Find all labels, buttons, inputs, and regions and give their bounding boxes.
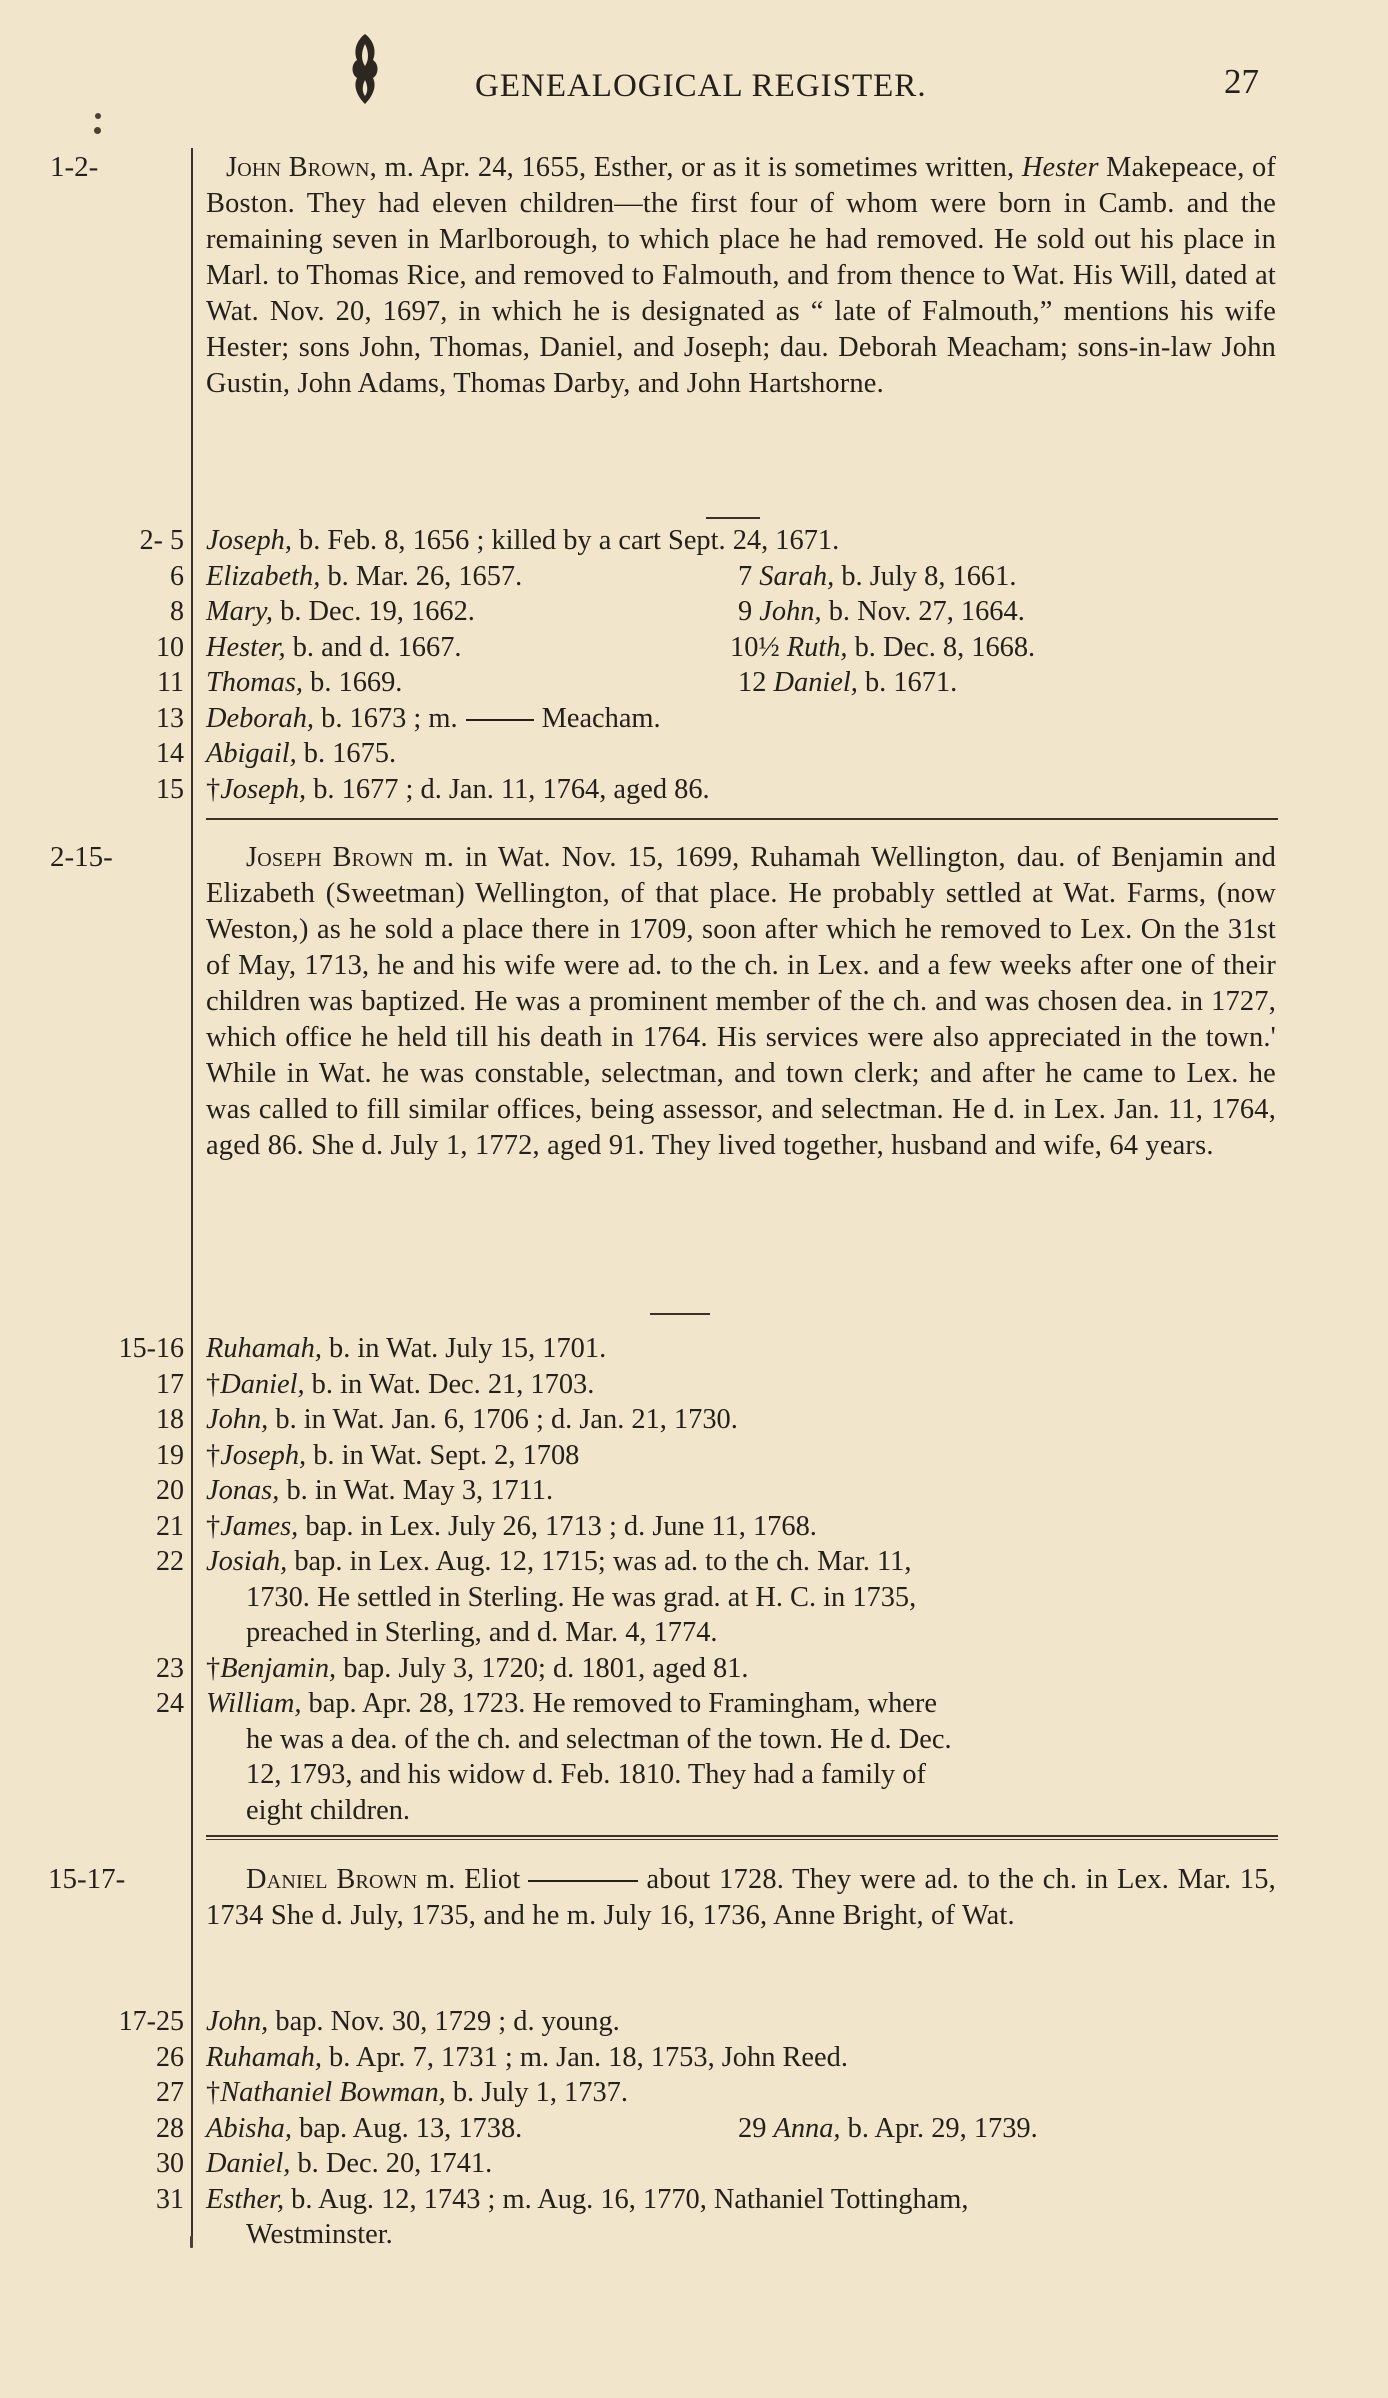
child-entry bbox=[206, 1509, 817, 1545]
child-name: Jonas, bbox=[206, 1475, 280, 1506]
child-details: b. in Wat. Dec. 21, 1703. bbox=[304, 1368, 595, 1400]
child-number: 11 bbox=[157, 667, 184, 698]
entry-reference: 2-15- bbox=[50, 841, 113, 873]
entry-reference: 15-17- bbox=[48, 1863, 126, 1895]
child-details: b. Feb. 8, 1656 ; killed by a cart Sept. 24, 1671. bbox=[291, 525, 840, 556]
child-entry bbox=[730, 630, 1035, 666]
child-entry bbox=[206, 772, 710, 808]
child-name: Elizabeth, bbox=[206, 560, 321, 592]
child-name: Sarah, bbox=[759, 560, 835, 592]
child-details: b. Aug. 12, 1743 ; m. Aug. 16, 1770, Nathaniel Tottingham, bbox=[284, 2183, 969, 2215]
child-details: b. in Wat. Jan. 6, 1706 ; d. Jan. 21, 1730. bbox=[268, 1404, 738, 1435]
child-number: 13 bbox=[156, 702, 184, 734]
child-details: b. 1673 ; m. bbox=[314, 702, 458, 734]
dagger-mark: † bbox=[206, 1510, 221, 1542]
child-entry bbox=[206, 1686, 937, 1722]
child-number: 8 bbox=[170, 596, 184, 627]
child-entry bbox=[206, 2146, 492, 2182]
section-divider bbox=[706, 517, 760, 519]
child-entry bbox=[206, 1331, 606, 1367]
child-entry-continuation: Westminster. bbox=[246, 2219, 393, 2250]
section-divider bbox=[206, 1835, 1278, 1837]
child-number: 20 bbox=[156, 1475, 184, 1506]
section-divider bbox=[206, 1839, 1278, 1840]
child-name: Daniel, bbox=[206, 2148, 291, 2179]
child-number: 23 bbox=[156, 1652, 184, 1684]
entry-head-name: Joseph Brown bbox=[246, 842, 414, 873]
child-details: b. Dec. 19, 1662. bbox=[273, 596, 475, 627]
child-number: 7 bbox=[738, 560, 760, 592]
child-name: Ruhamah, bbox=[206, 2041, 322, 2073]
printer-ornament-icon bbox=[345, 30, 385, 116]
entry-head-name: John Brown, bbox=[226, 152, 377, 183]
child-name: Anna, bbox=[773, 2112, 841, 2144]
entry-reference: 1-2- bbox=[50, 151, 99, 183]
margin-rule bbox=[191, 148, 193, 2246]
child-entry bbox=[206, 1438, 579, 1474]
child-details: b. 1669. bbox=[303, 667, 403, 698]
child-number: 12 bbox=[738, 667, 774, 698]
child-details: bap. Aug. 13, 1738. bbox=[291, 2112, 523, 2144]
child-number: 19 bbox=[156, 1439, 184, 1471]
child-details: b. Mar. 26, 1657. bbox=[320, 560, 523, 592]
child-number: 21 bbox=[156, 1510, 184, 1542]
margin-speck bbox=[94, 127, 101, 134]
child-details: Meacham. bbox=[541, 702, 661, 734]
child-details: b. 1677 ; d. Jan. 11, 1764, aged 86. bbox=[306, 773, 710, 805]
child-entry bbox=[206, 736, 396, 772]
child-details: b. in Wat. July 15, 1701. bbox=[321, 1333, 607, 1364]
child-entry bbox=[206, 1402, 738, 1438]
child-name: Benjamin, bbox=[220, 1652, 337, 1684]
child-details: b. July 1, 1737. bbox=[445, 2077, 628, 2108]
child-entry bbox=[206, 2182, 968, 2218]
child-number: 10 bbox=[156, 631, 184, 663]
child-name: Joseph, bbox=[220, 1439, 307, 1471]
child-entry bbox=[206, 559, 522, 595]
child-entry bbox=[206, 523, 839, 559]
blank-surname-dash bbox=[466, 719, 534, 721]
child-entry bbox=[738, 2111, 1038, 2147]
margin-speck bbox=[95, 113, 101, 119]
child-number: 26 bbox=[156, 2041, 184, 2073]
child-entry bbox=[206, 594, 475, 630]
child-entry bbox=[738, 665, 957, 701]
child-entry bbox=[206, 665, 402, 701]
child-number: 6 bbox=[170, 560, 184, 592]
child-entry bbox=[206, 1544, 911, 1580]
child-details: bap. in Lex. Aug. 12, 1715; was ad. to the ch. Mar. 11, bbox=[287, 1546, 912, 1577]
child-name: Esther, bbox=[206, 2183, 285, 2215]
child-number: 17 bbox=[156, 1368, 184, 1400]
child-details: b. Dec. 20, 1741. bbox=[290, 2148, 493, 2179]
child-details: bap. in Lex. July 26, 1713 ; d. June 11, 1768. bbox=[298, 1510, 817, 1542]
child-entry bbox=[206, 630, 462, 666]
child-name: Nathaniel Bowman, bbox=[220, 2077, 446, 2108]
child-number: 17-25 bbox=[118, 2006, 184, 2037]
child-number: 2- 5 bbox=[139, 525, 184, 556]
child-details: b. 1675. bbox=[296, 738, 397, 769]
child-details: b. Apr. 7, 1731 ; m. Jan. 18, 1753, John Reed. bbox=[321, 2041, 848, 2073]
child-name: John, bbox=[206, 1404, 269, 1435]
child-entry bbox=[206, 1473, 553, 1509]
child-number: 9 bbox=[738, 596, 760, 627]
child-entry bbox=[206, 2004, 620, 2040]
entry-head-name: Daniel Brown bbox=[246, 1864, 418, 1895]
child-number: 30 bbox=[156, 2148, 184, 2179]
child-entry-continuation: 12, 1793, and his widow d. Feb. 1810. They had a family of bbox=[246, 1759, 926, 1790]
child-details: b. in Wat. Sept. 2, 1708 bbox=[306, 1439, 580, 1471]
margin-speck bbox=[190, 2236, 193, 2248]
entry-paragraph: John Brown, m. Apr. 24, 1655, Esther, or as it is sometimes written, Hester Makepeace, of Boston. They had eleven children—the first four of whom were born in Camb. and the remaining seven in Marlborough, to which place he had removed. He sold out his place in Marl. to Thomas Rice, and removed to Falmouth, and from thence to Wat. His Will, dated at Wat. Nov. 20, 1697, in which he is designated as “ late of Falmouth,” mentions his wife Hester; sons John, Thomas, Daniel, and Joseph; dau. Deborah Meacham; sons-in-law John Gustin, John Adams, Thomas Darby, and John Hartshorne. bbox=[206, 152, 1277, 399]
child-entry bbox=[738, 594, 1025, 630]
child-number: 15-16 bbox=[118, 1333, 184, 1364]
child-details: b. 1671. bbox=[857, 667, 958, 698]
child-name: Ruhamah, bbox=[206, 1333, 322, 1364]
dagger-mark: † bbox=[206, 1652, 221, 1684]
child-name: Daniel, bbox=[220, 1368, 305, 1400]
child-name: Thomas, bbox=[206, 667, 304, 698]
child-details: bap. Nov. 30, 1729 ; d. young. bbox=[268, 2006, 620, 2037]
child-name: William, bbox=[206, 1688, 302, 1719]
child-details: b. Nov. 27, 1664. bbox=[821, 596, 1025, 627]
child-entry bbox=[206, 2111, 522, 2147]
child-name: John, bbox=[206, 2006, 269, 2037]
dagger-mark: † bbox=[206, 2077, 221, 2108]
child-entry bbox=[206, 2075, 628, 2111]
child-entry bbox=[206, 1651, 749, 1687]
child-details: bap. Apr. 28, 1723. He removed to Framingham, where bbox=[301, 1688, 937, 1719]
child-details: bap. July 3, 1720; d. 1801, aged 81. bbox=[336, 1652, 749, 1684]
section-divider bbox=[650, 1313, 710, 1315]
dagger-mark: † bbox=[206, 1368, 221, 1400]
running-head-title: GENEALOGICAL REGISTER. bbox=[475, 68, 927, 104]
child-number: 18 bbox=[156, 1404, 184, 1435]
child-number: 24 bbox=[156, 1688, 184, 1719]
child-entry-continuation: 1730. He settled in Sterling. He was grad. at H. C. in 1735, bbox=[246, 1581, 917, 1613]
child-name: James, bbox=[220, 1510, 299, 1542]
child-name: Hester, bbox=[206, 631, 286, 663]
child-name: Abisha, bbox=[206, 2112, 292, 2144]
child-name: Mary, bbox=[206, 596, 274, 627]
blank-surname-dash bbox=[528, 1880, 638, 1882]
child-number: 31 bbox=[156, 2183, 184, 2215]
child-entry bbox=[206, 1367, 594, 1403]
child-entry-continuation: he was a dea. of the ch. and selectman of the town. He d. Dec. bbox=[246, 1723, 952, 1755]
entry-paragraph: Daniel Brown m. Eliot about 1728. They were ad. to the ch. in Lex. Mar. 15, 1734 She d. July, 1735, and he m. July 16, 1736, Anne Bright, of Wat. bbox=[206, 1864, 1276, 1931]
child-entry bbox=[206, 701, 661, 737]
child-details: b. and d. 1667. bbox=[285, 631, 462, 663]
child-details: b. July 8, 1661. bbox=[834, 560, 1017, 592]
child-name: Josiah, bbox=[206, 1546, 288, 1577]
child-name: Joseph, bbox=[220, 773, 307, 805]
child-name: Joseph, bbox=[206, 525, 292, 556]
child-name: Abigail, bbox=[206, 738, 297, 769]
child-entry bbox=[206, 2040, 848, 2076]
child-entry-continuation: preached in Sterling, and d. Mar. 4, 1774. bbox=[246, 1617, 718, 1648]
child-entry-continuation: eight children. bbox=[246, 1794, 410, 1826]
child-number: 27 bbox=[156, 2077, 184, 2108]
child-number: 28 bbox=[156, 2112, 184, 2144]
child-number: 14 bbox=[156, 738, 184, 769]
section-divider bbox=[206, 818, 1278, 820]
child-name: Deborah, bbox=[206, 702, 315, 734]
child-number: 22 bbox=[156, 1546, 184, 1577]
page-number: 27 bbox=[1224, 62, 1259, 101]
child-details: b. Dec. 8, 1668. bbox=[847, 631, 1036, 663]
child-number: 10½ bbox=[730, 631, 787, 663]
child-name: Daniel, bbox=[773, 667, 858, 698]
dagger-mark: † bbox=[206, 773, 221, 805]
child-details: b. Apr. 29, 1739. bbox=[840, 2112, 1038, 2144]
child-number: 15 bbox=[156, 773, 184, 805]
child-number: 29 bbox=[738, 2112, 774, 2144]
child-name: Ruth, bbox=[786, 631, 848, 663]
child-entry bbox=[738, 559, 1016, 595]
child-details: b. in Wat. May 3, 1711. bbox=[279, 1475, 554, 1506]
child-name: John, bbox=[759, 596, 822, 627]
entry-paragraph: Joseph Brown m. in Wat. Nov. 15, 1699, Ruhamah Wellington, dau. of Benjamin and Elizabeth (Sweetman) Wellington, of that place. He probably settled at Wat. Farms, (now Weston,) as he sold a place there in 1709, soon after which he removed to Lex. On the 31st of May, 1713, he and his wife were ad. to the ch. in Lex. and a few weeks after one of their children was baptized. He was a prominent member of the ch. and was chosen dea. in 1727, which office he held till his death in 1764. His services were also appreciated in the town.' While in Wat. he was constable, selectman, and town clerk; and after he came to Lex. he was called to fill similar offices, being assessor, and selectman. He d. in Lex. Jan. 11, 1764, aged 86. She d. July 1, 1772, aged 91. They lived together, husband and wife, 64 years. bbox=[206, 842, 1276, 1161]
dagger-mark: † bbox=[206, 1439, 221, 1471]
